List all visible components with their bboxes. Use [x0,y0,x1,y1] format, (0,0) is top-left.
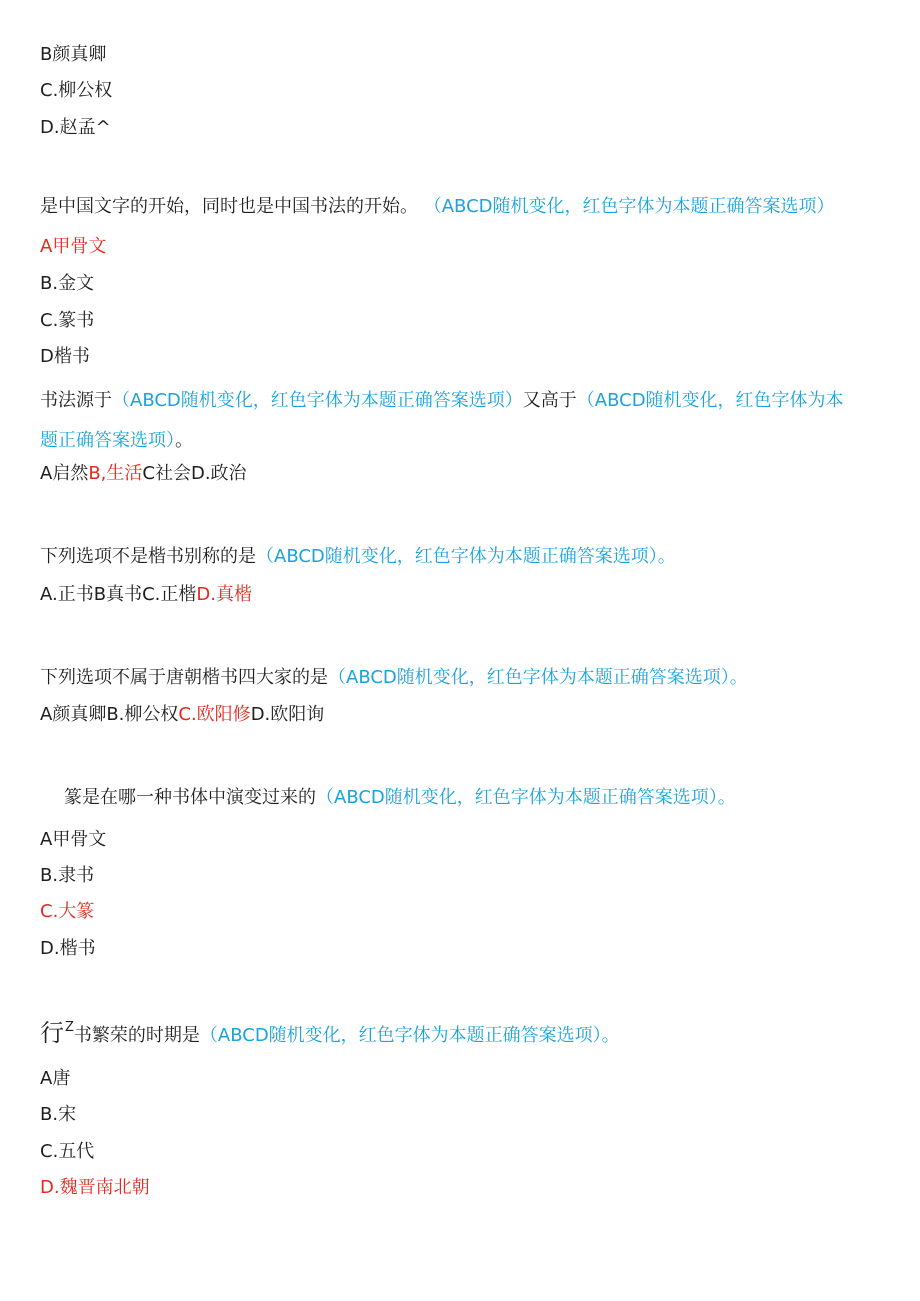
question-stem: 下列选项不是楷书别称的是 [40,546,256,567]
option-b: B.宋 [40,1104,77,1125]
question-stem-large-char: 行 [40,1019,64,1047]
question-note: 题正确答案选项） [40,430,175,451]
question-stem: 书繁荣的时期是 [73,1025,200,1046]
option-d: D楷书 [40,346,90,367]
question-stem-superscript: Z [65,1020,74,1035]
options-row [40,703,324,727]
question-4 [40,666,748,690]
question-2 [40,389,844,413]
option-d: D.楷书 [40,938,96,959]
question-1 [40,195,835,219]
question-2-wrap [40,429,193,453]
option-a: A唐 [40,1068,71,1089]
question-5 [64,786,736,810]
correct-answer: C.大篆 [40,901,95,922]
question-note: （ABCD随机变化，红色字体为本 [576,390,844,411]
question-stem: 下列选项不属于唐朝楷书四大家的是 [40,667,328,688]
question-note: （ABCD随机变化，红色字体为本题正确答案选项）。 [328,667,748,688]
correct-answer: C.欧阳修 [178,704,251,725]
option-b: B.隶书 [40,865,95,886]
correct-answer: D.真楷 [196,584,252,605]
question-note: （ABCD随机变化，红色字体为本题正确答案选项）。 [256,546,676,567]
question-note: （ABCD随机变化，红色字体为本题正确答案选项）。 [199,1025,620,1046]
question-note: （ABCD随机变化，红色字体为本题正确答案选项）。 [316,787,736,808]
question-6 [40,1021,620,1050]
option-c: C.五代 [40,1141,95,1162]
question-stem-end: 。 [175,430,193,451]
question-stem: 书法源于 [40,390,112,411]
correct-answer: A甲骨文 [40,236,107,257]
option-rest: C社会D.政治 [142,463,247,484]
options-text: A颜真卿B.柳公权 [40,704,179,725]
option-a: A启然 [40,463,89,484]
option-a: A甲骨文 [40,829,107,850]
option-d: D.赵孟^ [40,117,111,138]
question-stem: 篆是在哪一种书体中演变过来的 [64,787,316,808]
question-stem-continued: 又高于 [522,390,577,411]
options-row [40,583,252,607]
correct-answer: D.魏晋南北朝 [40,1177,150,1198]
options-text: D.欧阳询 [250,704,325,725]
correct-answer: B,生活 [88,463,143,484]
option-b: B颜真卿 [40,44,107,65]
question-note: （ABCD随机变化，红色字体为本题正确答案选项） [112,390,523,411]
question-note: （ABCD随机变化，红色字体为本题正确答案选项） [423,196,835,217]
option-c: C.柳公权 [40,80,113,101]
options-row [40,462,247,486]
question-stem: 是中国文字的开始，同时也是中国书法的开始。 [40,196,418,217]
option-b: B.金文 [40,273,95,294]
options-text: A.正书B真书C.正楷 [40,584,197,605]
option-c: C.篆书 [40,310,95,331]
question-3 [40,545,676,569]
